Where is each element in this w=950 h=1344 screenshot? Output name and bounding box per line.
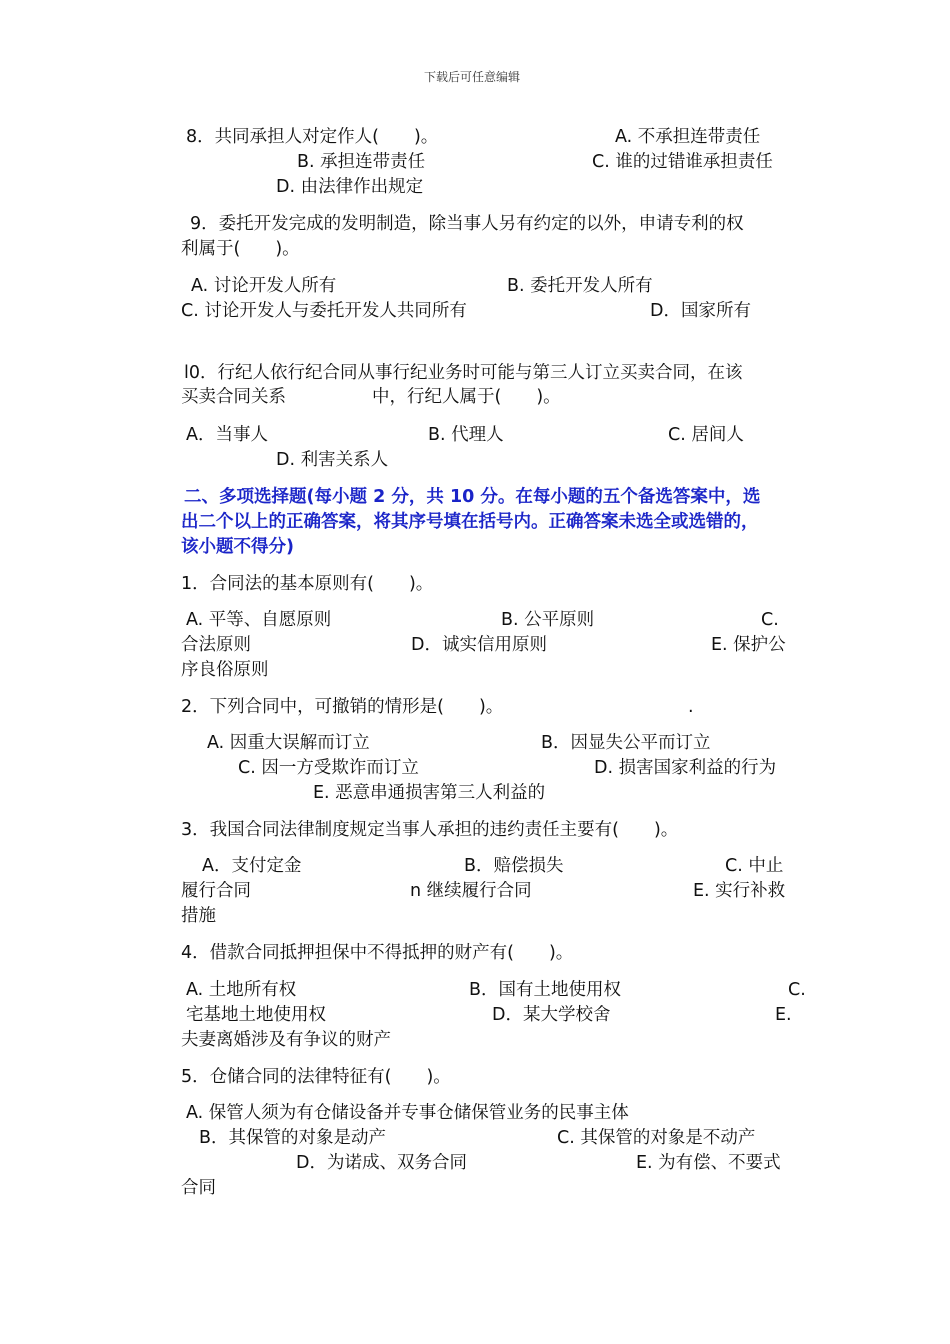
m3-option-e-text: 措施 [181,906,216,926]
m2-option-e: E. 恶意串通损害第三人利益的 [313,783,546,803]
m3-option-e-label: E. 实行补救 [693,881,786,901]
q8-stem: 8．共同承担人对定作人( )。 [186,127,439,147]
m5-option-d: D．为诺成、双务合同 [296,1153,467,1173]
m3-option-b: B．赔偿损失 [464,856,564,876]
m2-option-d: D. 损害国家利益的行为 [594,758,777,778]
q9-option-a: A. 讨论开发人所有 [191,276,337,296]
q10-stem-line1: l0．行纪人依行纪合同从事行纪业务时可能与第三人订立买卖合同，在该 [184,363,743,383]
section2-heading-line1: 二、多项选择题(每小题 2 分，共 10 分。在每小题的五个备选答案中，选 [184,487,761,507]
m1-option-e-text: 序良俗原则 [181,660,269,680]
m4-option-e-text: 夫妻离婚涉及有争议的财产 [181,1030,391,1050]
page-header: 下载后可任意编辑 [424,70,521,84]
m5-option-e-label: E. 为有偿、不要式 [636,1153,781,1173]
m2-option-a: A. 因重大误解而订立 [207,733,370,753]
section2-heading-line3: 该小题不得分) [181,537,294,557]
q10-option-a: A．当事人 [186,425,268,445]
m1-stem: 1．合同法的基本原则有( )。 [181,574,434,594]
m1-option-b: B. 公平原则 [501,610,595,630]
m5-option-e-text: 合同 [181,1178,216,1198]
m4-stem: 4．借款合同抵押担保中不得抵押的财产有( )。 [181,943,574,963]
m2-stray-dot: . [688,697,694,717]
m5-option-c: C. 其保管的对象是不动产 [557,1128,756,1148]
m1-option-e-label: E. 保护公 [711,635,786,655]
q9-option-c: C. 讨论开发人与委托开发人共同所有 [181,301,467,321]
m4-option-b: B．国有土地使用权 [469,980,622,1000]
m2-option-b: B．因显失公平而订立 [541,733,711,753]
m3-option-a: A．支付定金 [202,856,302,876]
m2-option-c: C. 因一方受欺诈而订立 [238,758,419,778]
m3-option-c-text: 履行合同 [181,881,251,901]
q9-option-d: D．国家所有 [650,301,751,321]
m4-option-c-label: C. [788,980,806,1000]
m5-option-a: A. 保管人须为有仓储设备并专事仓储保管业务的民事主体 [186,1103,629,1123]
m4-option-c-text: 宅基地土地使用权 [186,1005,326,1025]
q8-option-a: A. 不承担连带责任 [615,127,761,147]
m3-option-c-label: C. 中止 [725,856,784,876]
m5-stem: 5．仓储合同的法律特征有( )。 [181,1067,451,1087]
q9-stem-line2: 利属于( )。 [181,239,300,259]
m5-option-b: B．其保管的对象是动产 [199,1128,387,1148]
section2-heading-line2: 出二个以上的正确答案，将其序号填在括号内。正确答案未选全或选错的， [181,512,759,532]
q10-option-c: C. 居间人 [668,425,744,445]
m3-stem: 3．我国合同法律制度规定当事人承担的违约责任主要有( )。 [181,820,679,840]
m4-option-e-label: E. [775,1005,792,1025]
m3-option-d: n 继续履行合同 [410,881,532,901]
q9-stem-line1: 9．委托开发完成的发明制造，除当事人另有约定的以外，申请专利的权 [190,214,744,234]
q8-option-c: C. 谁的过错谁承担责任 [592,152,773,172]
q10-stem-line2a: 买卖合同关系 [181,387,286,407]
q8-option-b: B. 承担连带责任 [297,152,426,172]
m4-option-a: A. 土地所有权 [186,980,297,1000]
q10-option-b: B. 代理人 [428,425,504,445]
q9-option-b: B. 委托开发人所有 [507,276,653,296]
q10-stem-line2b: 中，行纪人属于( )。 [372,387,561,407]
m1-option-d: D．诚实信用原则 [411,635,547,655]
m1-option-c-text: 合法原则 [181,635,251,655]
m1-option-c-label: C. [761,610,779,630]
m2-stem: 2．下列合同中，可撤销的情形是( )。 [181,697,504,717]
m1-option-a: A. 平等、自愿原则 [186,610,332,630]
q10-option-d: D. 利害关系人 [276,450,389,470]
q8-option-d: D. 由法律作出规定 [276,177,424,197]
m4-option-d: D．某大学校舍 [492,1005,611,1025]
